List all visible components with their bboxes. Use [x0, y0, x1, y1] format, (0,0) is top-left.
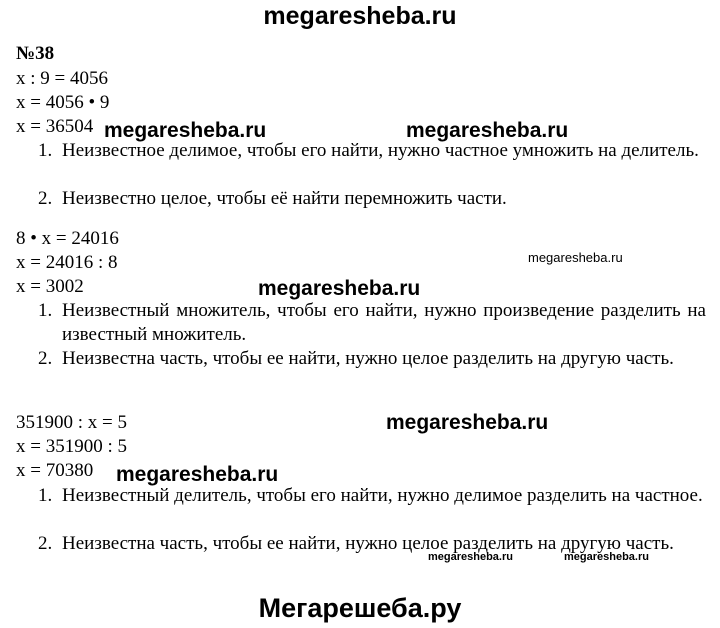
- explanation-item: [38, 484, 706, 508]
- equation-line: x = 24016 : 8: [16, 252, 118, 273]
- explanation-text: Неизвестно целое, чтобы её найти перемножить части.: [62, 188, 507, 209]
- explanation-number: 1.: [38, 140, 53, 161]
- explanation-item: [38, 187, 706, 211]
- equation-line: x = 351900 : 5: [16, 436, 127, 457]
- problem-number: №38: [16, 43, 55, 64]
- explanation-text: Неизвестный делитель, чтобы его найти, нужно делимое разделить на частное.: [62, 485, 703, 506]
- explanation-text: Неизвестна часть, чтобы ее найти, нужно целое разделить на другую часть.: [62, 348, 674, 369]
- equation-line: 351900 : x = 5: [16, 412, 127, 433]
- explanation-number: 1.: [38, 300, 53, 321]
- watermark: megaresheba.ru: [528, 250, 623, 265]
- watermark: megaresheba.ru: [104, 119, 267, 142]
- watermark: megaresheba.ru: [386, 411, 549, 434]
- equation-line: 8 • x = 24016: [16, 228, 119, 249]
- explanation-text: Неизвестна часть, чтобы ее найти, нужно целое разделить на другую часть.: [62, 533, 674, 554]
- explanation-number: 1.: [38, 485, 53, 506]
- site-footer: Мегарешеба.ру: [258, 593, 462, 623]
- equation-line: x = 3002: [16, 276, 84, 297]
- explanation-text: Неизвестный множитель, чтобы его найти, нужно произведение разделить на известный множитель.: [62, 300, 706, 345]
- explanation-number: 2.: [38, 188, 53, 209]
- equation-line: x = 4056 • 9: [16, 92, 110, 113]
- explanation-item: [38, 347, 706, 371]
- watermark: megaresheba.ru: [258, 277, 421, 300]
- explanation-number: 2.: [38, 533, 53, 554]
- explanation-item: [38, 299, 706, 347]
- equation-line: x = 70380: [16, 460, 94, 481]
- watermark: megaresheba.ru: [116, 463, 279, 486]
- site-header: megaresheba.ru: [263, 2, 457, 30]
- equation-line: x = 36504: [16, 116, 94, 137]
- explanation-item: [38, 139, 706, 163]
- explanation-text: Неизвестное делимое, чтобы его найти, нужно частное умножить на делитель.: [62, 140, 699, 161]
- equation-line: x : 9 = 4056: [16, 68, 108, 89]
- explanation-number: 2.: [38, 348, 53, 369]
- watermark: megaresheba.ru: [564, 551, 649, 563]
- watermark: megaresheba.ru: [428, 551, 513, 563]
- watermark: megaresheba.ru: [406, 119, 569, 142]
